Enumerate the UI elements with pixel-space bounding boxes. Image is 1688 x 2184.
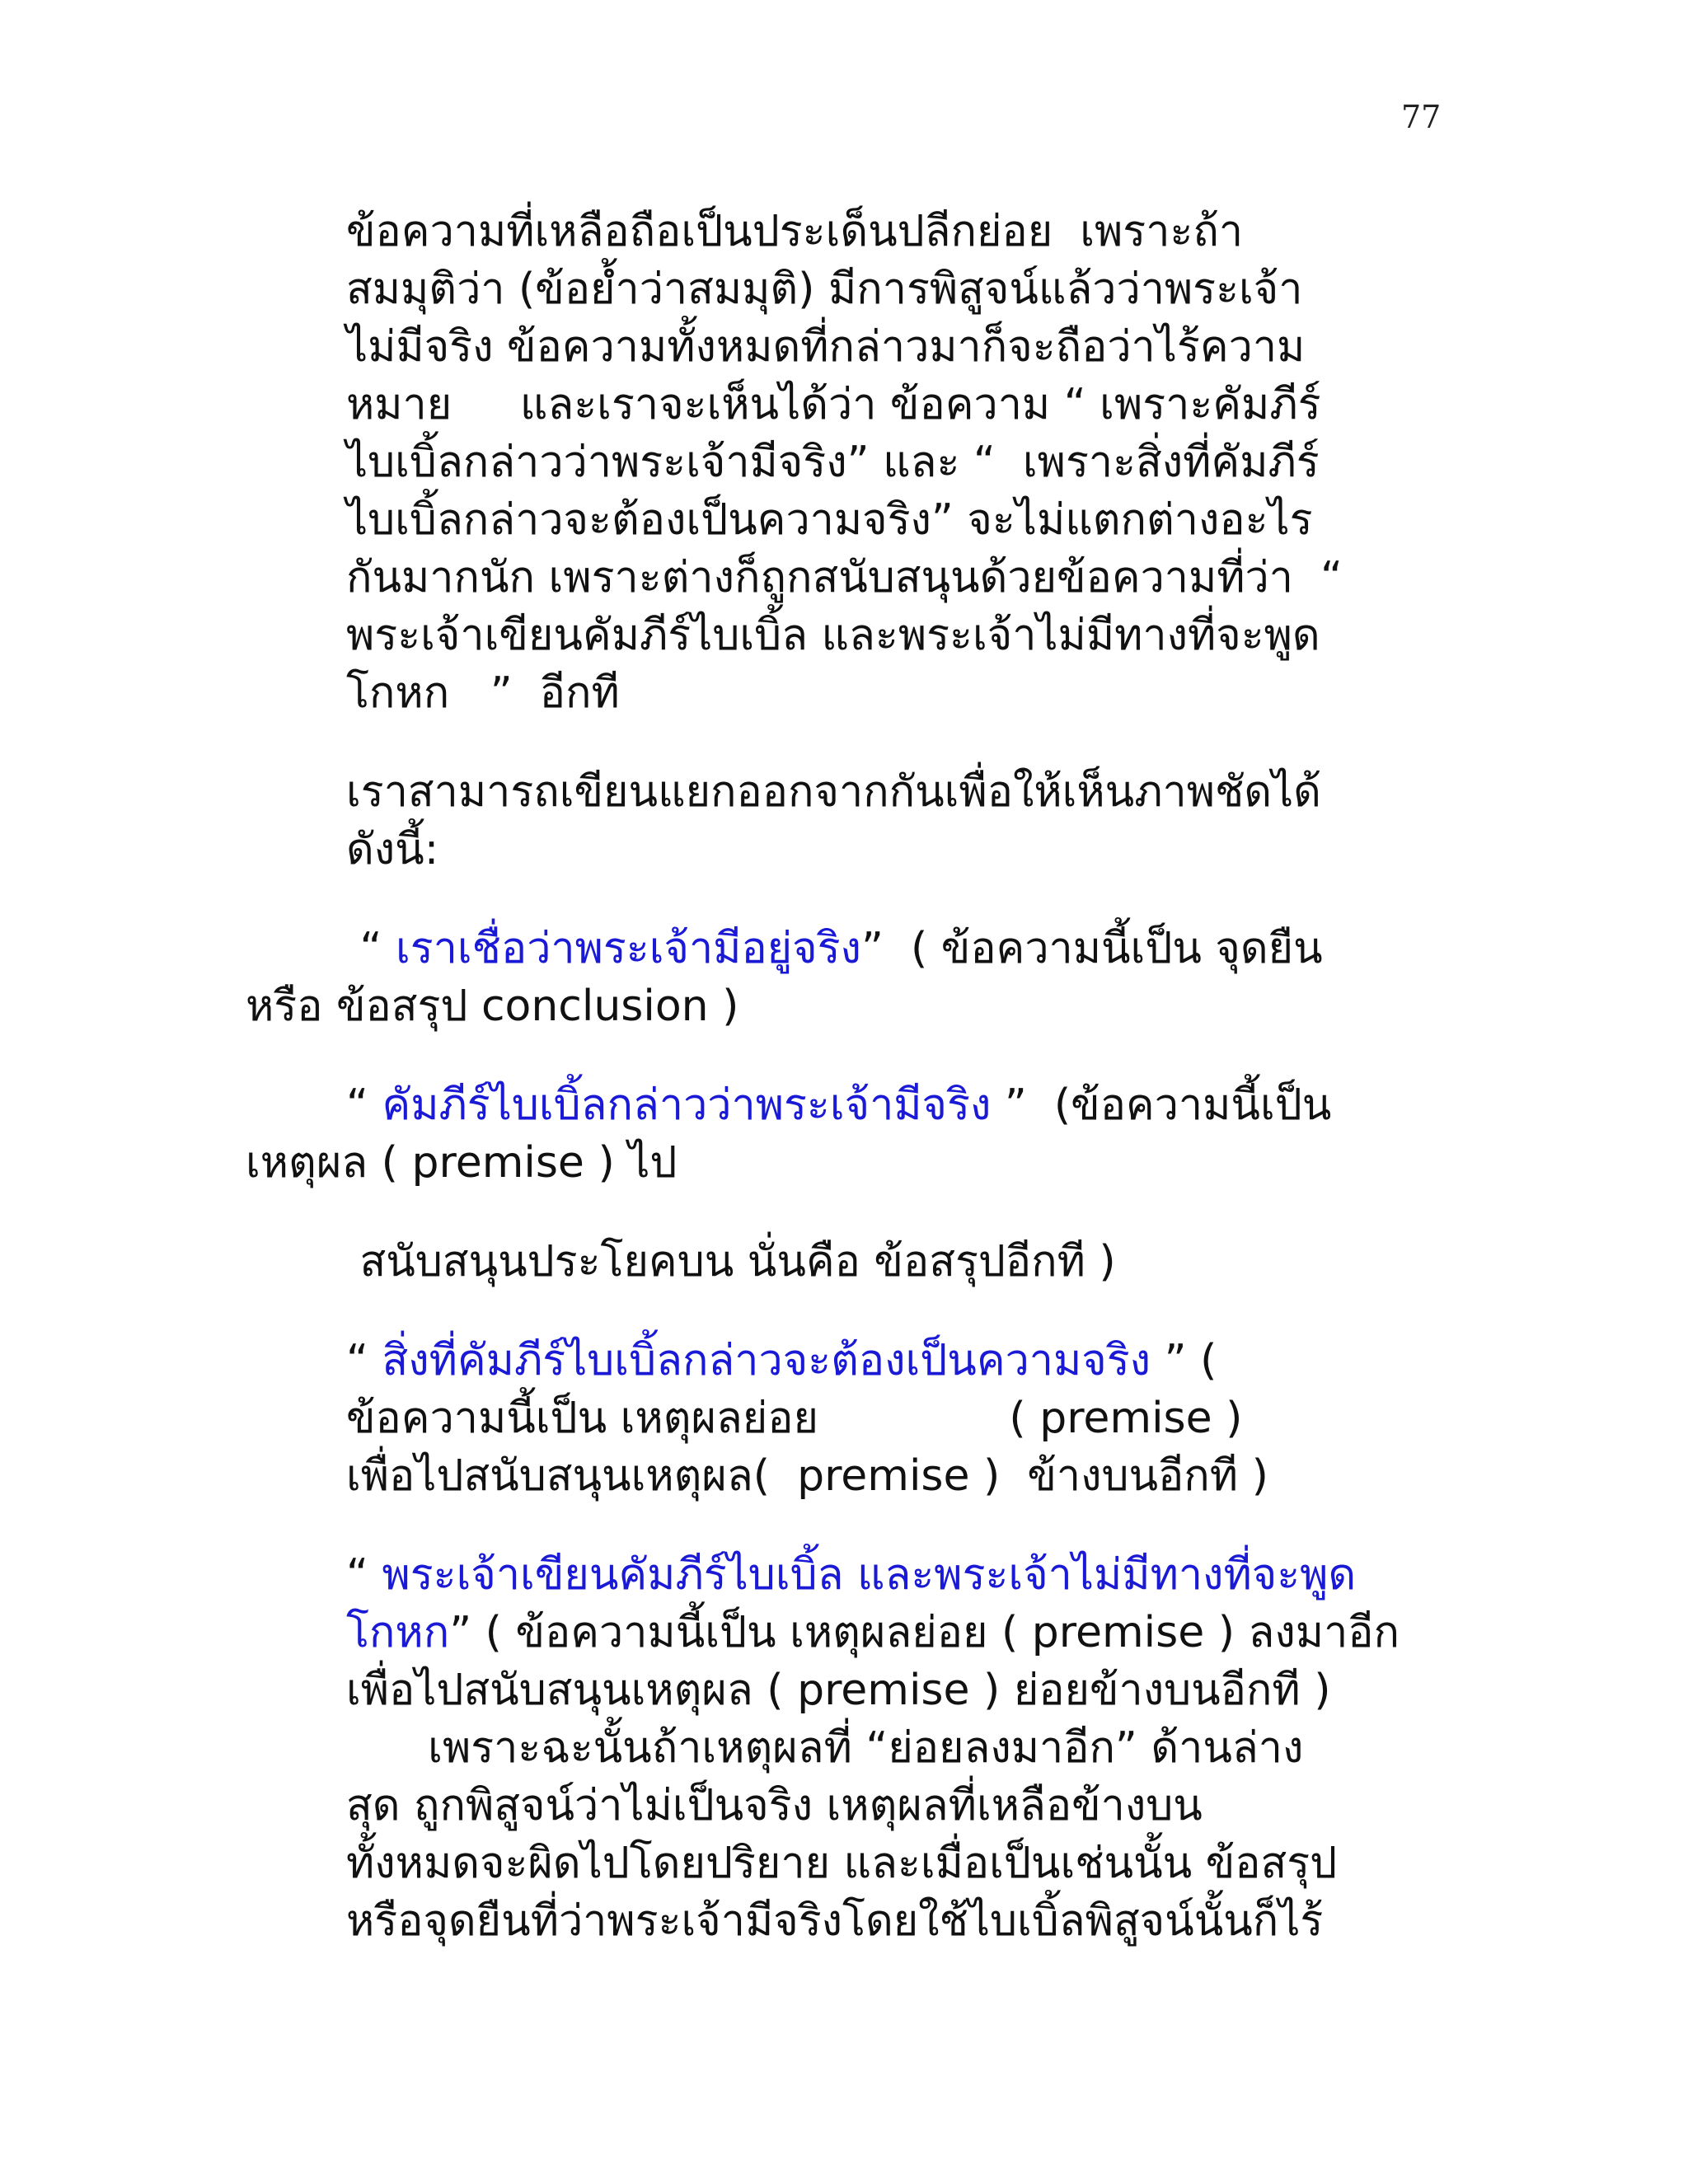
text-run: พระเจ้าเขียนคัมภีร์ไบเบิ้ล และพระเจ้าไม่มีทางที่จะพูด <box>346 611 1320 660</box>
text-line <box>246 1138 678 1188</box>
text-run: ” ( <box>1151 1336 1217 1385</box>
text-line <box>346 495 1313 545</box>
text-run: “ <box>346 1080 382 1130</box>
text-run: ข้อความนี้เป็น เหตุผลย่อย ( premise ) <box>346 1394 1243 1443</box>
text-run: เพื่อไปสนับสนุนเหตุผล( premise ) ข้างบนอีกที ) <box>346 1451 1268 1501</box>
text-line <box>346 1336 1217 1385</box>
text-run: สนับสนุนประโยคบน นั่นคือ ข้อสรุปอีกที ) <box>346 1237 1116 1286</box>
text-line <box>346 1608 1400 1657</box>
text-run: เราสามารถเขียนแยกออกจากกันเพื่อให้เห็นภาพชัดได้ <box>346 767 1321 817</box>
text-run: “ <box>346 1336 382 1385</box>
text-run: หมาย และเราจะเห็นได้ว่า ข้อความ “ เพราะคัมภีร์ <box>346 380 1321 429</box>
text-line <box>346 825 439 874</box>
text-line <box>346 553 1343 602</box>
text-line <box>346 1394 1243 1443</box>
text-line <box>346 438 1320 487</box>
text-line <box>346 265 1303 314</box>
text-line <box>346 207 1244 256</box>
text-line <box>346 1723 1304 1773</box>
text-line <box>346 924 1323 973</box>
text-line <box>346 322 1306 372</box>
text-run: สมมุติว่า (ข้อย้ำว่าสมมุติ) มีการพิสูจน์แล้วว่าพระเจ้า <box>346 265 1303 314</box>
text-run: ไบเบิ้ลกล่าวว่าพระเจ้ามีจริง” และ “ เพราะสิ่งที่คัมภีร์ <box>346 438 1320 487</box>
text-run: ไบเบิ้ลกล่าวจะต้องเป็นความจริง” จะไม่แตกต่างอะไร <box>346 495 1313 545</box>
text-run: ” (ข้อความนี้เป็น <box>991 1080 1332 1130</box>
text-run: โกหก ” อีกที <box>346 668 620 718</box>
quoted-claim: เราเชื่อว่าพระเจ้ามีอยู่จริง <box>396 924 861 973</box>
text-run: กันมากนัก เพราะต่างก็ถูกสนับสนุนด้วยข้อความที่ว่า “ <box>346 553 1343 602</box>
text-line <box>346 767 1321 817</box>
text-run: สุด ถูกพิสูจน์ว่าไม่เป็นจริง เหตุผลที่เหลือข้างบน <box>346 1781 1203 1830</box>
text-run: ไม่มีจริง ข้อความทั้งหมดที่กล่าวมาก็จะถือว่าไร้ความ <box>346 322 1306 372</box>
page-number: 77 <box>1401 99 1442 135</box>
text-line <box>346 1666 1331 1715</box>
text-run: เพราะฉะนั้นถ้าเหตุผลที่ “ย่อยลงมาอีก” ด้านล่าง <box>346 1723 1304 1773</box>
text-run: หรือจุดยืนที่ว่าพระเจ้ามีจริงโดยใช้ไบเบิ้ลพิสูจน์นั้นก็ไร้ <box>346 1896 1324 1946</box>
text-run: ข้อความที่เหลือถือเป็นประเด็นปลีกย่อย เพราะถ้า <box>346 207 1244 256</box>
quoted-claim: คัมภีร์ไบเบิ้ลกล่าวว่าพระเจ้ามีจริง <box>382 1080 992 1130</box>
text-line <box>346 1080 1332 1130</box>
quoted-claim: พระเจ้าเขียนคัมภีร์ไบเบิ้ล และพระเจ้าไม่มีทางที่จะพูด <box>382 1550 1357 1600</box>
text-line <box>346 1550 1357 1600</box>
text-run: หรือ ข้อสรุป conclusion ) <box>246 982 739 1031</box>
text-run: ” ( ข้อความนี้เป็น จุดยืน <box>860 924 1323 973</box>
quoted-claim: สิ่งที่คัมภีร์ไบเบิ้ลกล่าวจะต้องเป็นความจริง <box>382 1336 1151 1385</box>
text-line <box>346 380 1321 429</box>
text-line <box>346 1451 1268 1501</box>
text-line <box>346 668 620 718</box>
text-run: “ <box>346 924 396 973</box>
text-run: “ <box>346 1550 382 1600</box>
text-run: ทั้งหมดจะผิดไปโดยปริยาย และเมื่อเป็นเช่นนั้น ข้อสรุป <box>346 1839 1338 1888</box>
text-line <box>346 611 1320 660</box>
quoted-claim: โกหก <box>346 1608 450 1657</box>
text-line <box>346 1896 1324 1946</box>
text-line <box>346 1237 1116 1286</box>
text-line <box>346 1839 1338 1888</box>
text-run: เพื่อไปสนับสนุนเหตุผล ( premise ) ย่อยข้างบนอีกที ) <box>346 1666 1331 1715</box>
text-run: เหตุผล ( premise ) ไป <box>246 1138 678 1188</box>
text-run: ดังนี้: <box>346 825 439 874</box>
text-run: ” ( ข้อความนี้เป็น เหตุผลย่อย ( premise ) ลงมาอีก <box>449 1608 1400 1657</box>
text-line <box>346 1781 1203 1830</box>
text-line <box>246 982 739 1031</box>
